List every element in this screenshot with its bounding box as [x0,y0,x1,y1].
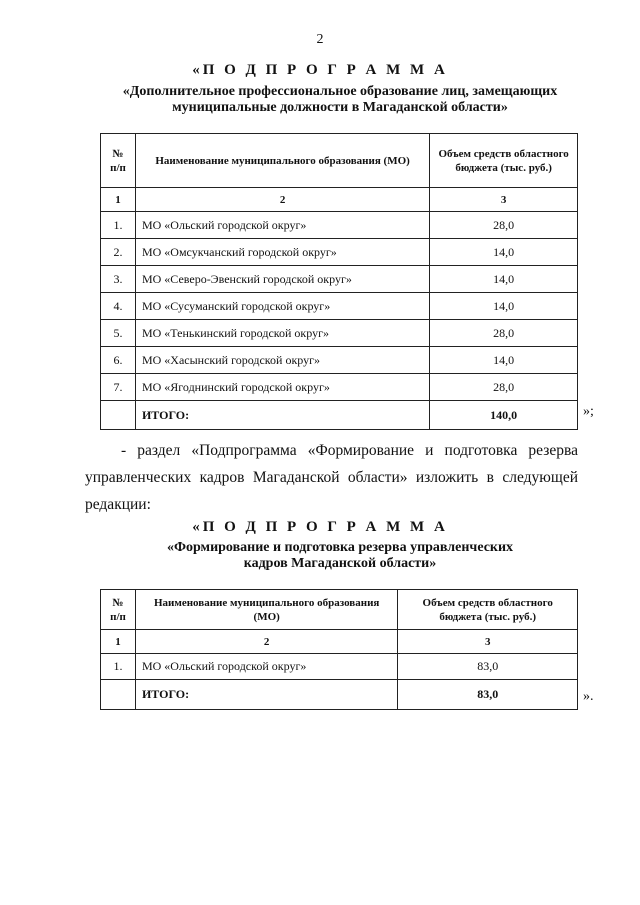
column-index: 1 [101,188,136,212]
row-municipality: МО «Ольский городской округ» [135,212,429,239]
row-amount: 28,0 [430,374,578,401]
total-label: ИТОГО: [135,401,429,430]
total-label: ИТОГО: [135,680,397,710]
row-number: 4. [101,293,136,320]
row-municipality: МО «Омсукчанский городской округ» [135,239,429,266]
column-header-municipality: Наименование муниципального образования (МО) [135,134,429,188]
row-amount: 28,0 [430,320,578,347]
column-header-amount: Объем средств областного бюджета (тыс. руб.) [430,134,578,188]
column-index: 2 [135,188,429,212]
row-number: 1. [101,212,136,239]
subprogram-2-title: «П О Д П Р О Г Р А М М А [192,519,448,535]
column-index-row [101,188,578,212]
row-amount: 28,0 [430,212,578,239]
total-value: 83,0 [398,680,578,710]
total-value: 140,0 [430,401,578,430]
subprogram-1-name-line-2: муниципальные должности в Магаданской области» [172,100,508,115]
column-index: 3 [430,188,578,212]
table-row [101,293,578,320]
amendment-paragraph [85,437,578,518]
row-municipality: МО «Хасынский городской округ» [135,347,429,374]
total-empty-cell [101,401,136,430]
paragraph-line: управленческих кадров Магаданской области» изложить в следующей [85,469,578,486]
total-row [101,680,578,710]
column-header-number: № п/п [101,134,136,188]
closing-quote-2: ». [583,689,594,704]
column-header-amount: Объем средств областного бюджета (тыс. руб.) [398,590,578,630]
column-index-row [101,630,578,654]
table-row [101,266,578,293]
row-amount: 83,0 [398,654,578,680]
closing-quote-1: »; [583,404,594,419]
column-index: 3 [398,630,578,654]
page-number: 2 [316,32,324,47]
paragraph-line: редакции: [85,496,151,513]
subprogram-2-name [80,540,600,572]
row-municipality: МО «Сусуманский городской округ» [135,293,429,320]
subprogram-2-name-line-1: «Формирование и подготовка резерва управленческих [166,540,514,555]
column-header-number: № п/п [101,590,136,630]
table-row [101,654,578,680]
table-row [101,239,578,266]
row-number: 3. [101,266,136,293]
column-index: 1 [101,630,136,654]
row-number: 7. [101,374,136,401]
row-number: 6. [101,347,136,374]
table-row [101,347,578,374]
subprogram-1-name [80,84,600,116]
row-number: 5. [101,320,136,347]
row-amount: 14,0 [430,347,578,374]
subprogram-1-name-line-1: «Дополнительное профессиональное образование лиц, замещающих [122,84,558,99]
table-row [101,212,578,239]
row-municipality: МО «Тенькинский городской округ» [135,320,429,347]
subprogram-2-table [100,589,578,710]
row-number: 2. [101,239,136,266]
row-amount: 14,0 [430,239,578,266]
subprogram-2-name-line-2: кадров Магаданской области» [243,556,437,571]
total-row [101,401,578,430]
total-empty-cell [101,680,136,710]
row-municipality: МО «Ягоднинский городской округ» [135,374,429,401]
subprogram-1-title: «П О Д П Р О Г Р А М М А [192,62,448,78]
row-amount: 14,0 [430,266,578,293]
paragraph-line: - раздел «Подпрограмма «Формирование и подготовка резерва [121,442,578,459]
row-amount: 14,0 [430,293,578,320]
row-municipality: МО «Северо-Эвенский городской округ» [135,266,429,293]
row-number: 1. [101,654,136,680]
column-header-municipality: Наименование муниципального образования (МО) [135,590,397,630]
column-index: 2 [135,630,397,654]
subprogram-1-table [100,133,578,430]
row-municipality: МО «Ольский городской округ» [135,654,397,680]
table-row [101,374,578,401]
table-row [101,320,578,347]
